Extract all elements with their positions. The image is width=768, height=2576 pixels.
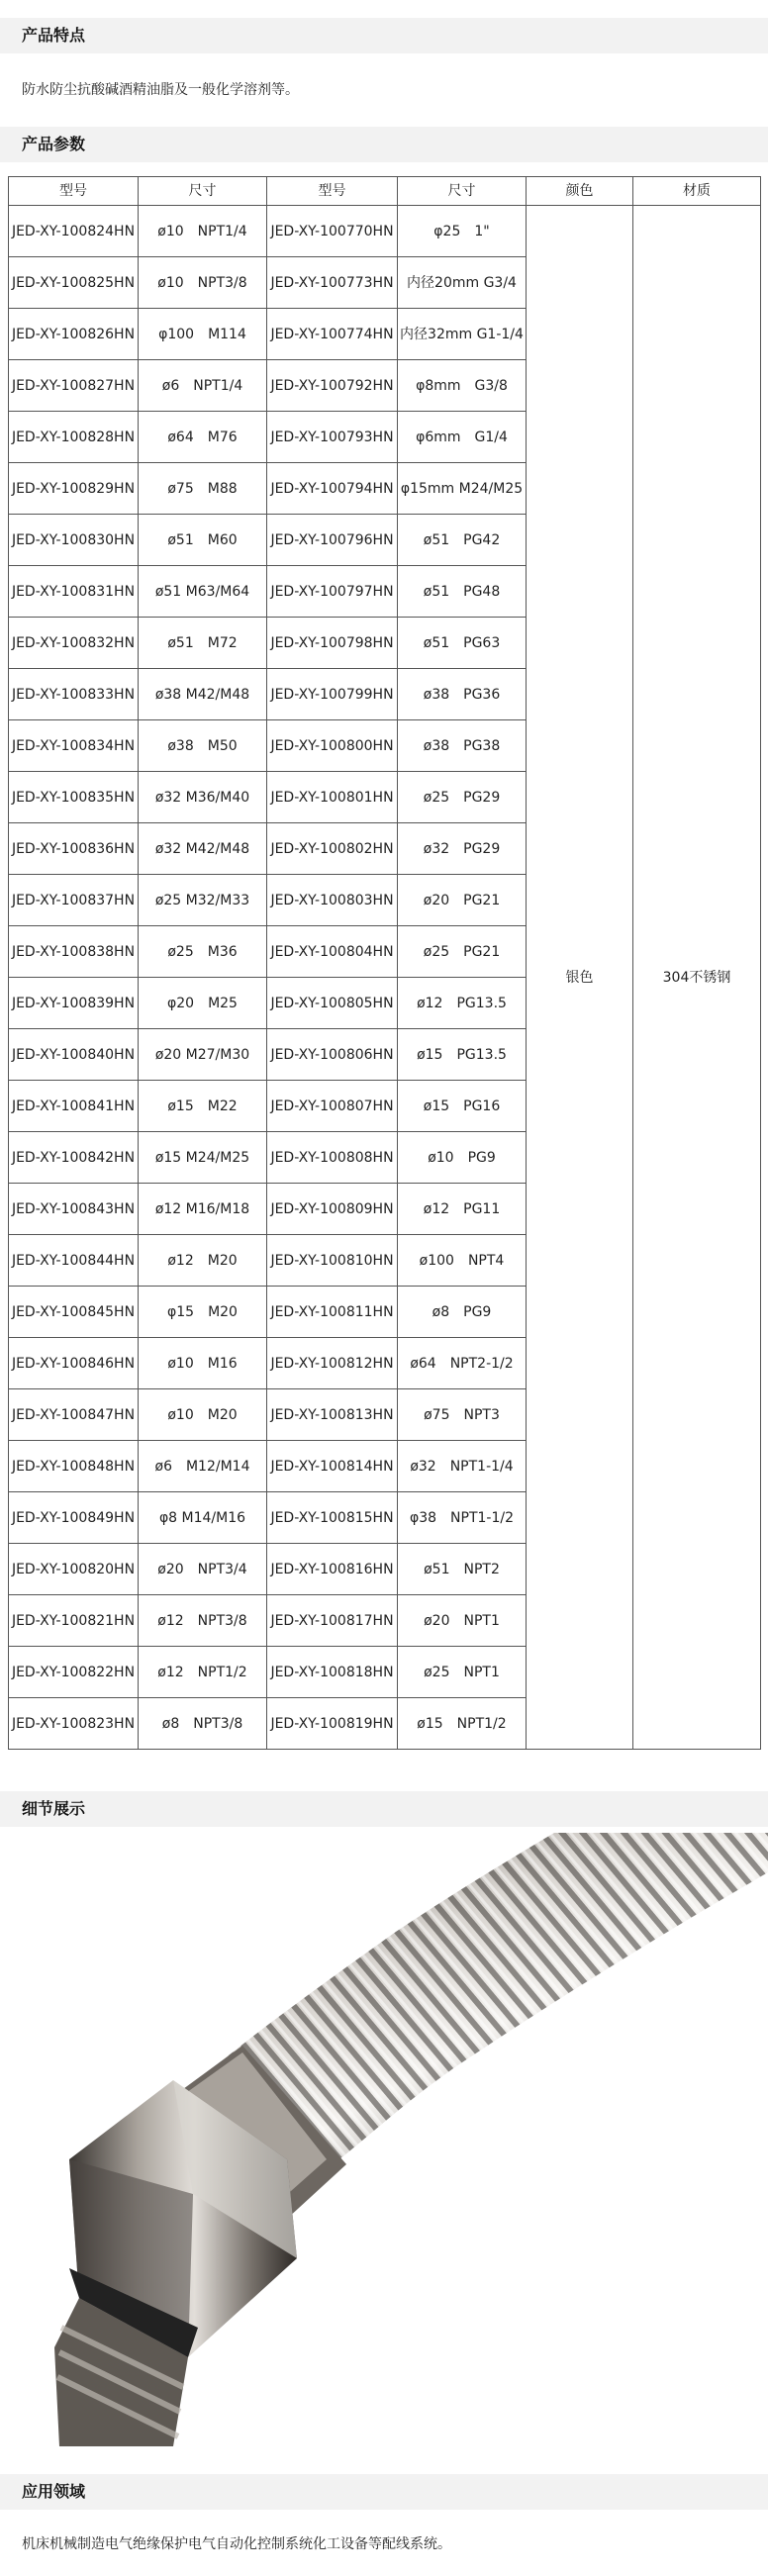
model-cell: JED-XY-100839HN (9, 978, 139, 1029)
conduit-fitting-image (0, 1833, 768, 2446)
model-cell: JED-XY-100816HN (267, 1544, 398, 1595)
size-cell: ø15 PG16 (398, 1081, 527, 1132)
size-cell: ø10 NPT1/4 (139, 206, 267, 257)
model-cell: JED-XY-100805HN (267, 978, 398, 1029)
size-cell: ø51 NPT2 (398, 1544, 527, 1595)
model-cell: JED-XY-100844HN (9, 1235, 139, 1287)
size-cell: ø10 M20 (139, 1389, 267, 1441)
model-cell: JED-XY-100843HN (9, 1184, 139, 1235)
model-cell: JED-XY-100774HN (267, 309, 398, 360)
model-cell: JED-XY-100820HN (9, 1544, 139, 1595)
size-cell: ø51 M63/M64 (139, 566, 267, 618)
size-cell: ø20 PG21 (398, 875, 527, 926)
model-cell: JED-XY-100773HN (267, 257, 398, 309)
size-cell: ø32 PG29 (398, 823, 527, 875)
size-cell: φ15mm M24/M25 (398, 463, 527, 515)
size-cell: ø38 PG36 (398, 669, 527, 720)
model-cell: JED-XY-100841HN (9, 1081, 139, 1132)
size-cell: ø10 M16 (139, 1338, 267, 1389)
params-header-row (9, 177, 761, 206)
params-table (8, 176, 761, 1750)
size-cell: ø51 M72 (139, 618, 267, 669)
model-cell: JED-XY-100806HN (267, 1029, 398, 1081)
size-cell: ø32 M36/M40 (139, 772, 267, 823)
size-cell: ø25 M36 (139, 926, 267, 978)
size-cell: ø12 NPT3/8 (139, 1595, 267, 1647)
model-cell: JED-XY-100803HN (267, 875, 398, 926)
size-cell: ø32 NPT1-1/4 (398, 1441, 527, 1492)
model-cell: JED-XY-100817HN (267, 1595, 398, 1647)
size-cell: φ6mm G1/4 (398, 412, 527, 463)
size-cell: 内径20mm G3/4 (398, 257, 527, 309)
model-cell: JED-XY-100827HN (9, 360, 139, 412)
model-cell: JED-XY-100836HN (9, 823, 139, 875)
size-cell: ø100 NPT4 (398, 1235, 527, 1287)
size-cell: ø6 M12/M14 (139, 1441, 267, 1492)
application-description: 机床机械制造电气绝缘保护电气自动化控制系统化工设备等配线系统。 (22, 2536, 451, 2552)
size-cell: ø12 PG13.5 (398, 978, 527, 1029)
size-cell: ø64 NPT2-1/2 (398, 1338, 527, 1389)
size-cell: ø25 PG21 (398, 926, 527, 978)
model-cell: JED-XY-100801HN (267, 772, 398, 823)
size-cell: φ20 M25 (139, 978, 267, 1029)
model-cell: JED-XY-100847HN (9, 1389, 139, 1441)
details-heading: 细节展示 (0, 1791, 768, 1827)
size-cell: ø25 PG29 (398, 772, 527, 823)
model-cell: JED-XY-100815HN (267, 1492, 398, 1544)
model-cell: JED-XY-100802HN (267, 823, 398, 875)
model-cell: JED-XY-100793HN (267, 412, 398, 463)
size-cell: φ38 NPT1-1/2 (398, 1492, 527, 1544)
params-body (9, 206, 761, 1750)
product-photo (0, 1833, 768, 2446)
model-cell: JED-XY-100800HN (267, 720, 398, 772)
size-cell: ø51 PG42 (398, 515, 527, 566)
header-model-2: 型号 (267, 177, 398, 206)
model-cell: JED-XY-100837HN (9, 875, 139, 926)
size-cell: ø12 M20 (139, 1235, 267, 1287)
model-cell: JED-XY-100796HN (267, 515, 398, 566)
model-cell: JED-XY-100846HN (9, 1338, 139, 1389)
model-cell: JED-XY-100811HN (267, 1287, 398, 1338)
model-cell: JED-XY-100840HN (9, 1029, 139, 1081)
size-cell: ø64 M76 (139, 412, 267, 463)
model-cell: JED-XY-100818HN (267, 1647, 398, 1698)
header-model-1: 型号 (9, 177, 139, 206)
size-cell: ø8 NPT3/8 (139, 1698, 267, 1750)
model-cell: JED-XY-100808HN (267, 1132, 398, 1184)
model-cell: JED-XY-100848HN (9, 1441, 139, 1492)
model-cell: JED-XY-100831HN (9, 566, 139, 618)
model-cell: JED-XY-100794HN (267, 463, 398, 515)
model-cell: JED-XY-100797HN (267, 566, 398, 618)
model-cell: JED-XY-100845HN (9, 1287, 139, 1338)
size-cell: ø15 M22 (139, 1081, 267, 1132)
size-cell: ø32 M42/M48 (139, 823, 267, 875)
model-cell: JED-XY-100814HN (267, 1441, 398, 1492)
model-cell: JED-XY-100799HN (267, 669, 398, 720)
size-cell: ø10 PG9 (398, 1132, 527, 1184)
model-cell: JED-XY-100849HN (9, 1492, 139, 1544)
model-cell: JED-XY-100830HN (9, 515, 139, 566)
size-cell: ø51 PG48 (398, 566, 527, 618)
size-cell: ø25 M32/M33 (139, 875, 267, 926)
size-cell: ø10 NPT3/8 (139, 257, 267, 309)
size-cell: ø6 NPT1/4 (139, 360, 267, 412)
model-cell: JED-XY-100809HN (267, 1184, 398, 1235)
model-cell: JED-XY-100770HN (267, 206, 398, 257)
size-cell: ø75 M88 (139, 463, 267, 515)
header-size-2: 尺寸 (398, 177, 527, 206)
model-cell: JED-XY-100822HN (9, 1647, 139, 1698)
size-cell: ø38 M42/M48 (139, 669, 267, 720)
size-cell: ø12 PG11 (398, 1184, 527, 1235)
model-cell: JED-XY-100833HN (9, 669, 139, 720)
size-cell: ø15 PG13.5 (398, 1029, 527, 1081)
features-description: 防水防尘抗酸碱酒精油脂及一般化学溶剂等。 (22, 82, 299, 98)
model-cell: JED-XY-100813HN (267, 1389, 398, 1441)
size-cell: ø15 NPT1/2 (398, 1698, 527, 1750)
model-cell: JED-XY-100829HN (9, 463, 139, 515)
model-cell: JED-XY-100825HN (9, 257, 139, 309)
material-cell: 304不锈钢 (633, 206, 761, 1750)
size-cell: ø12 M16/M18 (139, 1184, 267, 1235)
size-cell: φ15 M20 (139, 1287, 267, 1338)
size-cell: ø20 M27/M30 (139, 1029, 267, 1081)
params-heading: 产品参数 (0, 127, 768, 162)
color-cell: 银色 (527, 206, 633, 1750)
model-cell: JED-XY-100807HN (267, 1081, 398, 1132)
size-cell: ø12 NPT1/2 (139, 1647, 267, 1698)
size-cell: φ25 1" (398, 206, 527, 257)
model-cell: JED-XY-100798HN (267, 618, 398, 669)
size-cell: φ8 M14/M16 (139, 1492, 267, 1544)
model-cell: JED-XY-100823HN (9, 1698, 139, 1750)
model-cell: JED-XY-100824HN (9, 206, 139, 257)
size-cell: ø51 M60 (139, 515, 267, 566)
header-color: 颜色 (527, 177, 633, 206)
size-cell: ø20 NPT1 (398, 1595, 527, 1647)
size-cell: 内径32mm G1-1/4 (398, 309, 527, 360)
model-cell: JED-XY-100821HN (9, 1595, 139, 1647)
model-cell: JED-XY-100792HN (267, 360, 398, 412)
application-heading: 应用领域 (0, 2474, 768, 2510)
model-cell: JED-XY-100832HN (9, 618, 139, 669)
table-row (9, 206, 761, 257)
model-cell: JED-XY-100810HN (267, 1235, 398, 1287)
header-material: 材质 (633, 177, 761, 206)
size-cell: ø51 PG63 (398, 618, 527, 669)
model-cell: JED-XY-100828HN (9, 412, 139, 463)
size-cell: φ100 M114 (139, 309, 267, 360)
model-cell: JED-XY-100819HN (267, 1698, 398, 1750)
size-cell: ø25 NPT1 (398, 1647, 527, 1698)
model-cell: JED-XY-100804HN (267, 926, 398, 978)
model-cell: JED-XY-100835HN (9, 772, 139, 823)
size-cell: ø8 PG9 (398, 1287, 527, 1338)
header-size-1: 尺寸 (139, 177, 267, 206)
size-cell: ø20 NPT3/4 (139, 1544, 267, 1595)
model-cell: JED-XY-100834HN (9, 720, 139, 772)
size-cell: ø75 NPT3 (398, 1389, 527, 1441)
model-cell: JED-XY-100838HN (9, 926, 139, 978)
model-cell: JED-XY-100842HN (9, 1132, 139, 1184)
model-cell: JED-XY-100826HN (9, 309, 139, 360)
size-cell: φ8mm G3/8 (398, 360, 527, 412)
model-cell: JED-XY-100812HN (267, 1338, 398, 1389)
size-cell: ø38 PG38 (398, 720, 527, 772)
features-heading: 产品特点 (0, 18, 768, 53)
size-cell: ø38 M50 (139, 720, 267, 772)
size-cell: ø15 M24/M25 (139, 1132, 267, 1184)
